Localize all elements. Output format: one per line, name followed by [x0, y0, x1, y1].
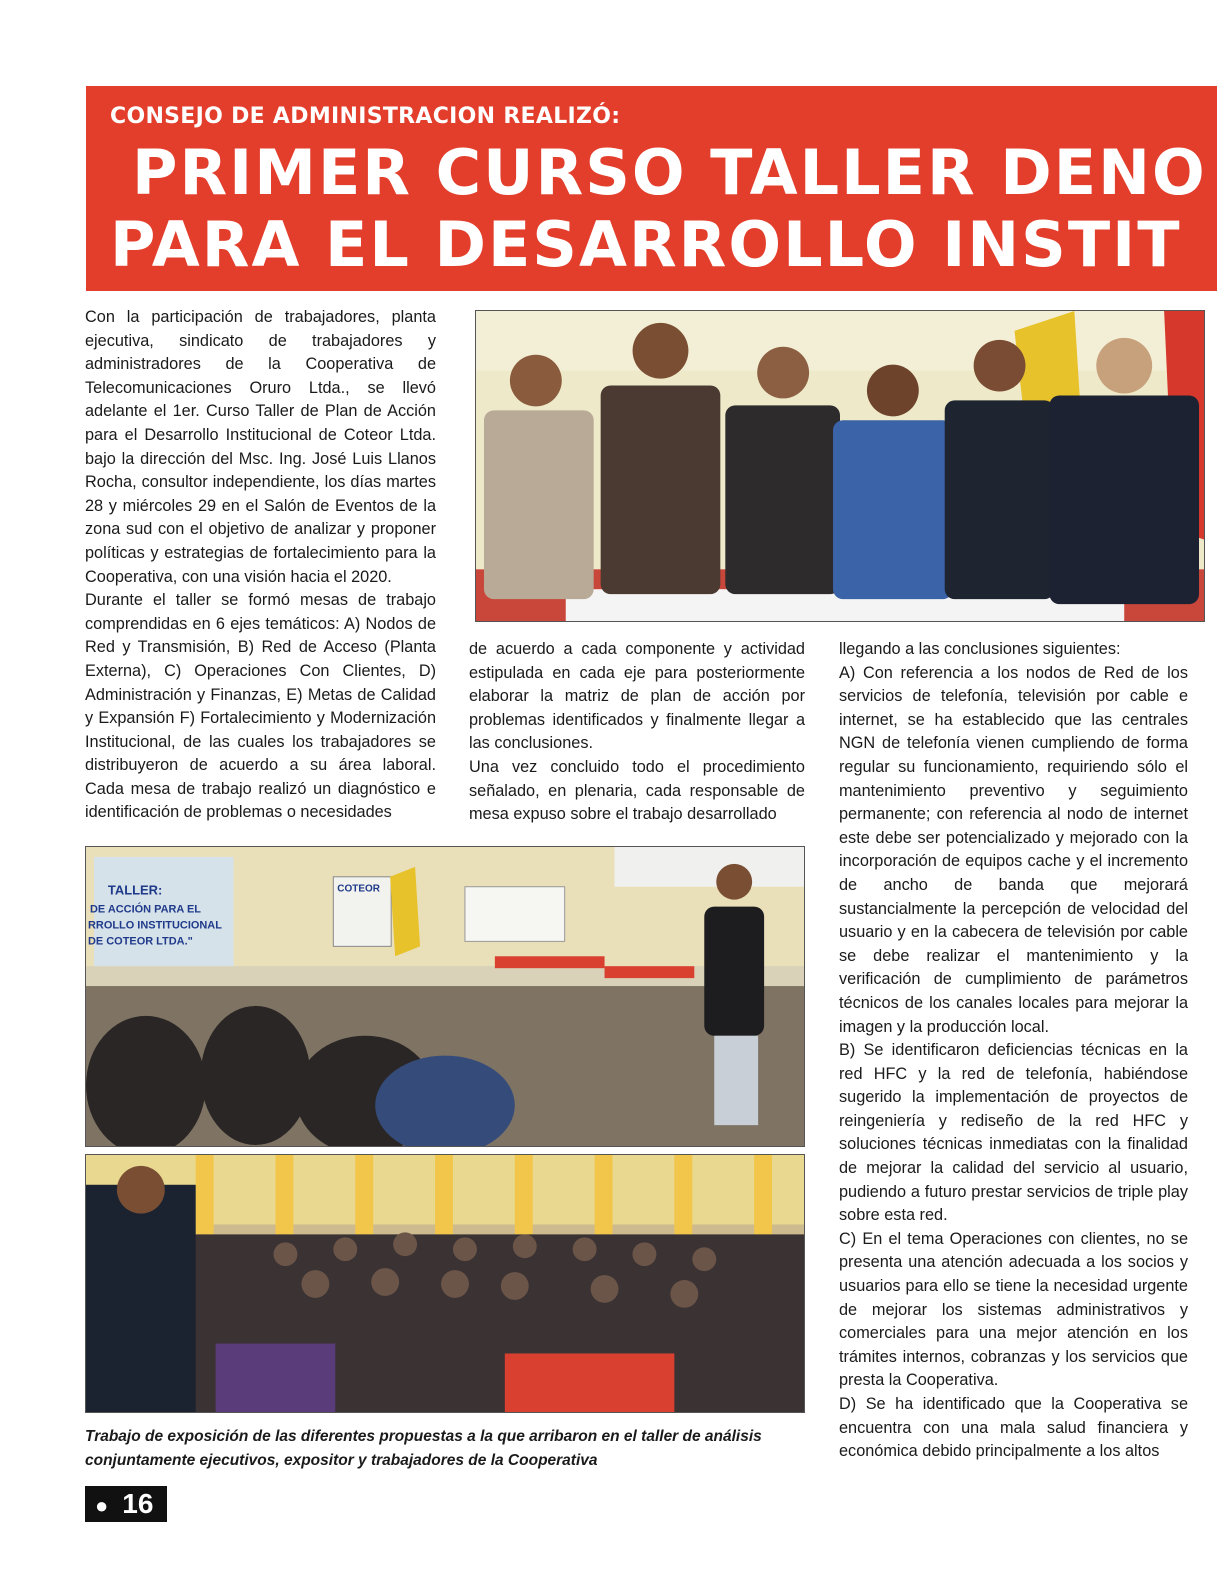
- title-banner: [86, 86, 1217, 291]
- article-column-1: [85, 306, 436, 825]
- paragraph: D) Se ha identificado que la Cooperativa se encuentra con una mala salud financiera y económica debido principalmente a los altos: [839, 1395, 1188, 1461]
- banner-line-1: TALLER:: [107, 882, 163, 898]
- article-column-2: [469, 638, 805, 827]
- headline-line-1: PRIMER CURSO TALLER DENO: [132, 136, 1207, 209]
- article-column-3: [839, 638, 1188, 1464]
- bullet-icon: ●: [95, 1493, 109, 1518]
- banner-logo: COTEOR: [337, 883, 380, 895]
- page-number-badge: [85, 1486, 167, 1522]
- paragraph: Durante el taller se formó mesas de trabajo comprendidas en 6 ejes temáticos: A) Nodos de Red y Transmisión, B) Red de Acceso (Planta Externa), C) Operaciones Con Clientes, D) Administración y Finanzas, E) Metas de Calidad y Expansión F) Fortalecimiento y Modernización Institucional, de las cuales los trabajadores se distribuyeron de acuerdo a su área laboral. Cada mesa de trabajo realizó un diagnóstico e identificación de problemas o necesidades: [85, 591, 436, 822]
- photo-caption: Trabajo de exposición de las diferentes propuestas a la que arribaron en el taller de análisis conjuntamente ejecutivos, expositor y trabajadores de la Cooperativa: [85, 1428, 762, 1469]
- paragraph: C) En el tema Operaciones con clientes, no se presenta una atención adecuada a los socios y usuarios para ello se tiene la necesidad urgente de mejorar los sistemas administrativos y comerciales para una mejor atención en los trámites internos, cobranzas y los servicios que presta la Cooperativa.: [839, 1229, 1188, 1390]
- executives-group-photo: [475, 310, 1205, 622]
- paragraph: A) Con referencia a los nodos de Red de los servicios de telefonía, televisión por cable e internet, se ha establecido que las centrales NGN de telefonía vienen cumpliendo de forma regular su funcionamiento, requiriendo sólo el mantenimiento preventivo y seguimiento permanente; con referencia al nodo de internet este debe ser potencializado y mejorado con la incorporación de equipos cache y el incremento de ancho de banda que mejorará sustancialmente la percepción de velocidad del usuario y en la cabecera de televisión por cable se debe realizar el mantenimiento y la verificación de cumplimiento de parámetros técnicos de los canales locales para mejorar la imagen y la producción local.: [839, 663, 1188, 1036]
- audience-speaker-photo: [85, 1154, 805, 1413]
- banner-line-2: DE ACCIÓN PARA EL: [89, 903, 202, 916]
- presenter-audience-photo: [85, 846, 805, 1147]
- banner-line-4: DE COTEOR LTDA.": [87, 935, 193, 948]
- paragraph: llegando a las conclusiones siguientes:: [839, 640, 1121, 658]
- paragraph: B) Se identificaron deficiencias técnicas en la red HFC y la red de telefonía, habiéndose sugerido la implementación de proyectos de reingeniería y rediseño de la red HFC y soluciones técnicas inmediatas con la finalidad de mejorar la calidad del servicio al usuario, pudiendo a futuro prestar servicios de triple play sobre esta red.: [839, 1041, 1188, 1225]
- banner-line-3: RROLLO INSTITUCIONAL: [87, 919, 222, 932]
- page-number: 16: [122, 1488, 154, 1519]
- paragraph: Una vez concluido todo el procedimiento señalado, en plenaria, cada responsable de mesa expuso sobre el trabajo desarrollado: [469, 757, 805, 824]
- paragraph: Con la participación de trabajadores, planta ejecutiva, sindicato de trabajadores y administradores de la Cooperativa de Telecomunicaciones Oruro Ltda., se llevó adelante el 1er. Curso Taller de Plan de Acción para el Desarrollo Institucional de Coteor Ltda. bajo la dirección del Msc. Ing. José Luis Llanos Rocha, consultor independiente, los días martes 28 y miércoles 29 en el Salón de Eventos de la zona sud con el objetivo de analizar y proponer políticas y estrategias de fortalecimiento para la Cooperativa, con una visión hacia el 2020.: [85, 308, 436, 586]
- paragraph: de acuerdo a cada componente y actividad estipulada en cada eje para posteriormente elaborar la matriz de plan de acción por problemas identificados y finalmente llegar a las conclusiones.: [469, 640, 805, 753]
- article-kicker: CONSEJO DE ADMINISTRACION REALIZÓ:: [110, 104, 621, 129]
- headline-line-2: PARA EL DESARROLLO INSTIT: [110, 208, 1182, 281]
